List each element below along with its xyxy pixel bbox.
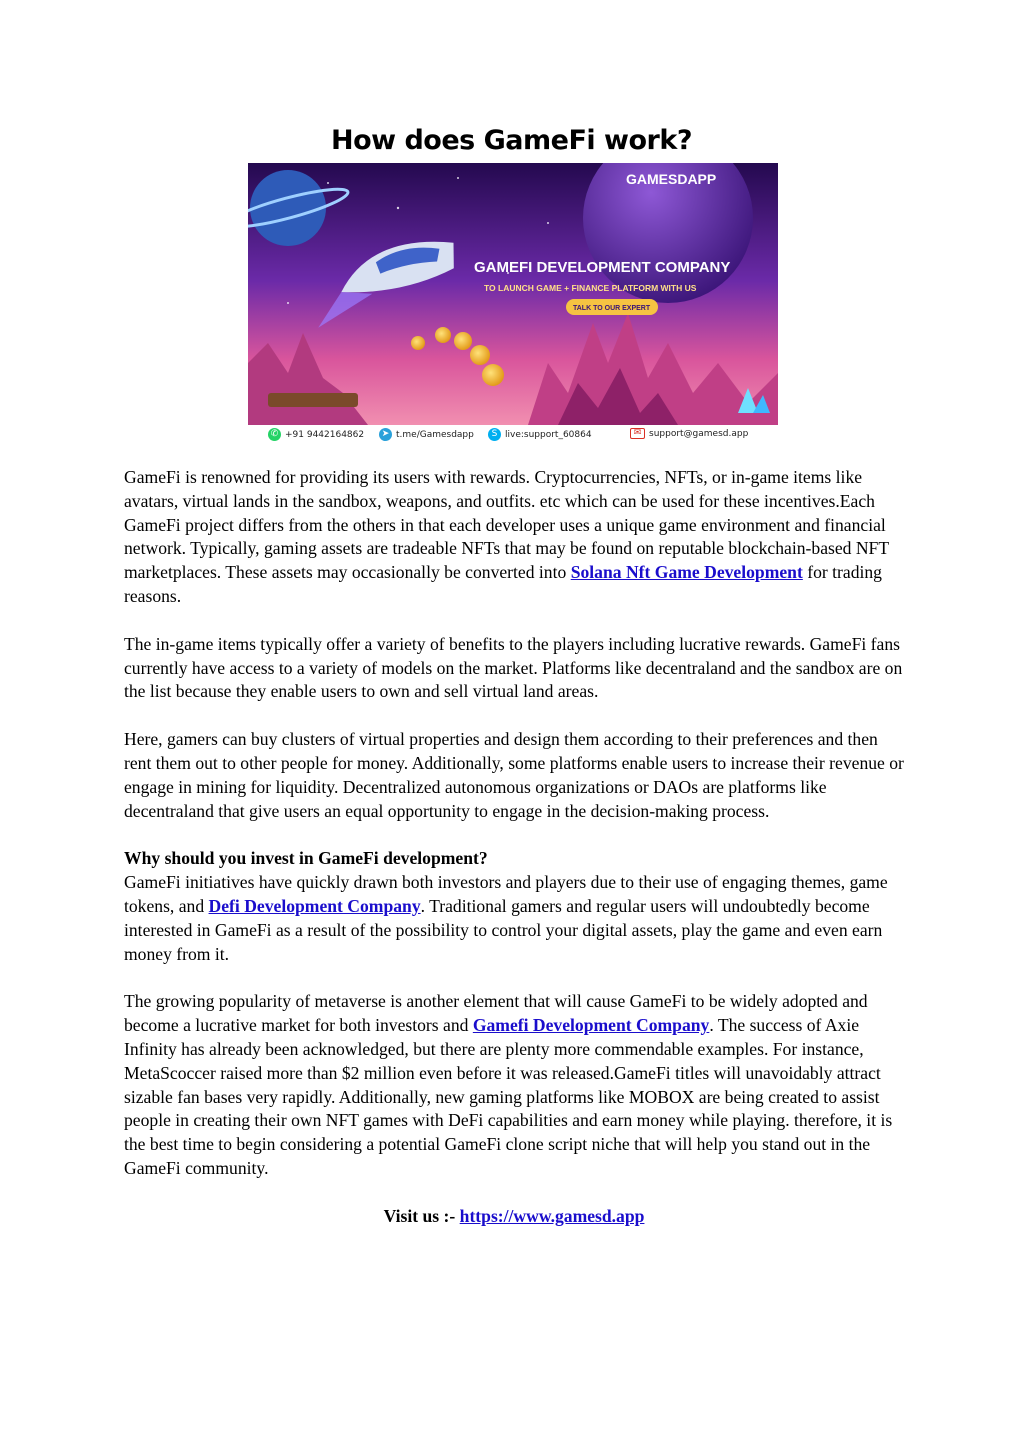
contact-email: ✉ support@gamesd.app: [630, 428, 748, 439]
paragraph-1: GameFi is renowned for providing its users with rewards. Cryptocurrencies, NFTs, or in-game items like avatars, virtual lands in the sandbox, weapons, and outfits. etc which can be used for these incentives.Each GameFi project differs from the others in that each developer uses a unique game environment and financial network. Typically, gaming assets are tradeable NFTs that may be found on reputable blockchain-based NFT marketplaces. These assets may occasionally be converted into Solana Nft Game Development for trading reasons.: [124, 467, 889, 606]
page-title: How does GameFi work?: [330, 125, 692, 156]
contact-strip: [248, 425, 778, 445]
paragraph-2: The in-game items typically offer a variety of benefits to the players including lucrative rewards. GameFi fans currently have access to a variety of models on the market. Platforms like decentraland and the sandbox are on the list because they enable users to own and sell virtual land areas.: [124, 633, 903, 702]
banner-cta: TALK TO OUR EXPERT: [573, 305, 651, 312]
section-heading: Why should you invest in GameFi development?: [124, 848, 488, 869]
skype-icon: S: [488, 428, 501, 441]
gamefi-development-link[interactable]: Gamefi Development Company: [472, 1015, 710, 1036]
solana-nft-link[interactable]: Solana Nft Game Development: [570, 562, 803, 583]
website-link[interactable]: https://www.gamesd.app: [459, 1205, 645, 1226]
banner-subline: TO LAUNCH GAME + FINANCE PLATFORM WITH US: [484, 283, 697, 293]
contact-telegram: ➤ t.me/Gamesdapp: [379, 428, 474, 441]
banner-logo: GAMESDAPP: [626, 171, 717, 187]
banner-headline: GAMEFI DEVELOPMENT COMPANY: [474, 259, 731, 276]
banner-image: [248, 163, 778, 425]
defi-development-link[interactable]: Defi Development Company: [208, 895, 421, 916]
contact-phone: ✆ +91 9442164862: [268, 428, 364, 441]
telegram-icon: ➤: [379, 428, 392, 441]
whatsapp-icon: ✆: [268, 428, 281, 441]
visit-line: Visit us :- https://www.gamesd.app: [383, 1205, 645, 1226]
paragraph-3: Here, gamers can buy clusters of virtual properties and design them according to their preferences and then rent them out to other people for money. Additionally, some platforms enable users to increase their revenue or engage in mining for liquidity. Decentralized autonomous organizations or DAOs are platforms like decentraland that give users an equal opportunity to engage in the decision-making process.: [124, 729, 904, 821]
mail-icon: ✉: [630, 428, 645, 439]
paragraph-5: The growing popularity of metaverse is another element that will cause GameFi to be widely adopted and become a lucrative market for both investors and Gamefi Development Company. The success of Axie Infinity has already been acknowledged, but there are plenty more commendable examples. For instance, MetaScoccer raised more than $2 million even before it was released.GameFi titles will unavoidably attract sizable fan bases very rapidly. Additionally, new gaming platforms like MOBOX are being created to assist people in creating their own NFT games with DeFi capabilities and earn money while playing. therefore, it is the best time to begin considering a potential GameFi clone script niche that will help you stand out in the GameFi community.: [124, 991, 893, 1178]
contact-skype: S live:support_60864: [488, 428, 592, 441]
article-body: [124, 466, 904, 1229]
paragraph-4: GameFi initiatives have quickly drawn both investors and players due to their use of engaging themes, game tokens, and Defi Development Company. Traditional gamers and regular users will undoubtedly become interested in GameFi as a result of the possibility to control your digital assets, play the game and even earn money from it.: [124, 872, 888, 964]
